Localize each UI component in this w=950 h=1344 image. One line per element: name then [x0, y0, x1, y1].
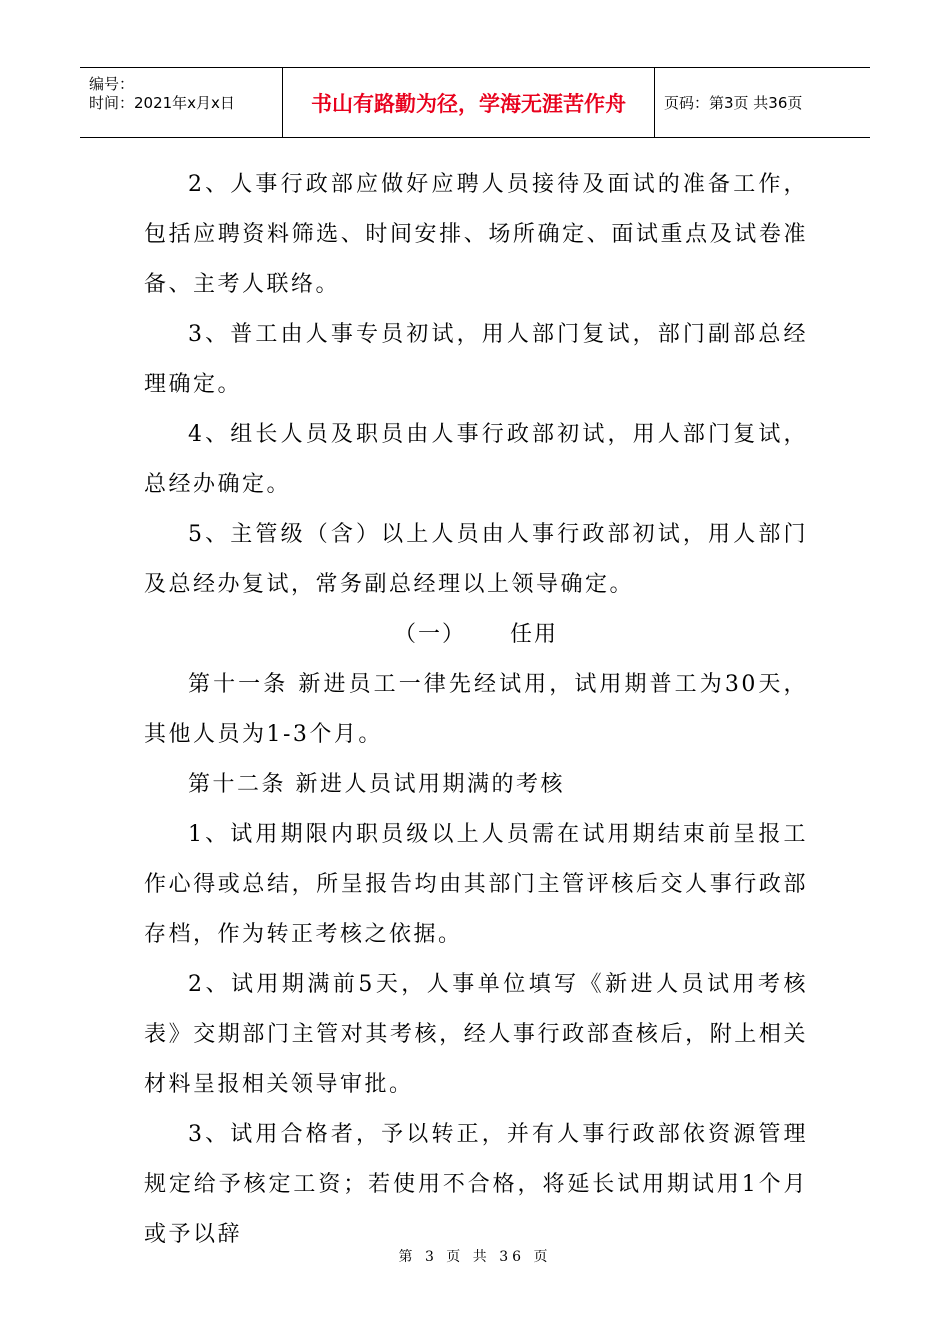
header-page-cell [655, 68, 870, 137]
article-11: 第十一条 新进员工一律先经试用，试用期普工为30天，其他人员为1-3个月。 [144, 672, 808, 747]
article-12-item-2: 2、试用期满前5天，人事单位填写《新进人员试用考核表》交期部门主管对其考核，经人事行政部查核后，附上相关材料呈报相关领导审批。 [144, 972, 808, 1097]
document-number-label: 编号： [89, 75, 135, 93]
header-page-info: 页码：第3页 共36页 [664, 94, 803, 112]
document-header [80, 67, 870, 138]
article-12-item-3: 3、试用合格者，予以转正，并有人事行政部依资源管理规定给予核定工资；若使用不合格，将延长试用期试用1个月或予以辞 [144, 1122, 808, 1247]
section-number: （一） [393, 622, 466, 647]
header-motto: 书山有路勤为径，学海无涯苦作舟 [311, 90, 626, 116]
article-12-item-1: 1、试用期限内职员级以上人员需在试用期结束前呈报工作心得或总结，所呈报告均由其部门主管评核后交人事行政部存档，作为转正考核之依据。 [144, 822, 808, 947]
paragraph-item-4: 4、组长人员及职员由人事行政部初试，用人部门复试，总经办确定。 [144, 422, 808, 497]
header-meta-cell [80, 68, 283, 137]
document-date-label: 时间：2021年x月x日 [89, 94, 235, 112]
document-body [144, 160, 808, 1260]
paragraph-item-5: 5、主管级（含）以上人员由人事行政部初试，用人部门及总经办复试，常务副总经理以上领导确定。 [144, 522, 808, 597]
section-heading [144, 610, 808, 660]
header-motto-cell [283, 68, 655, 137]
page-footer: 第 3 页 共 36 页 [398, 1249, 552, 1265]
section-title: 任用 [510, 622, 559, 647]
paragraph-item-3: 3、普工由人事专员初试，用人部门复试，部门副部总经理确定。 [144, 322, 808, 397]
article-12-heading: 第十二条 新进人员试用期满的考核 [188, 772, 565, 797]
paragraph-item-2: 2、人事行政部应做好应聘人员接待及面试的准备工作，包括应聘资料筛选、时间安排、场所确定、面试重点及试卷准备、主考人联络。 [144, 172, 808, 297]
